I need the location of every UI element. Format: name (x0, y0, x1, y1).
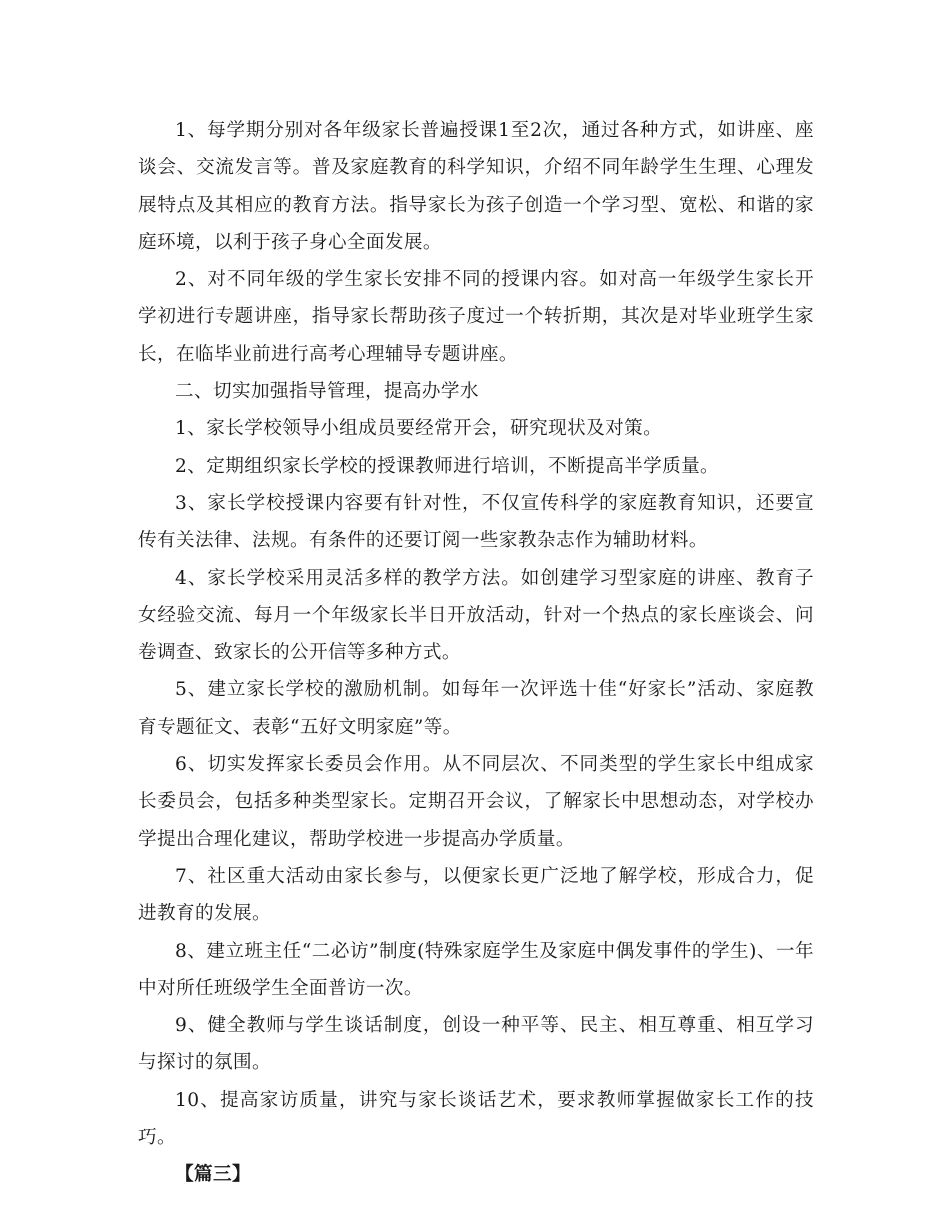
section-heading: 【篇三】 (175, 1164, 251, 1186)
paragraph-5: 3、家长学校授课内容要有针对性，不仅宣传科学的家庭教育知识，还要宣传有关法律、法规。有条件的还要订阅一些家教杂志作为辅助材料。 (138, 492, 814, 552)
section-title-2: 二、切实加强指导管理，提高办学水 (175, 381, 479, 403)
paragraph-10: 8、建立班主任“二必访”制度(特殊家庭学生及家庭中偶发事件的学生)、一年中对所任班级学生全面普访一次。 (138, 940, 814, 999)
paragraph-1: 1、每学期分别对各年级家长普遍授课1至2次，通过各种方式，如讲座、座谈会、交流发言等。普及家庭教育的科学知识，介绍不同年龄学生生理、心理发展特点及其相应的教育方法。指导家长为孩子创造一个学习型、宽松、和谐的家庭环境，以利于孩子身心全面发展。 (138, 120, 814, 253)
paragraph-12: 10、提高家访质量，讲究与家长谈话艺术，要求教师掌握做家长工作的技巧。 (138, 1089, 814, 1149)
paragraph-8: 6、切实发挥家长委员会作用。从不同层次、不同类型的学生家长中组成家长委员会，包括多种类型家长。定期召开会议，了解家长中思想动态，对学校办学提出合理化建议，帮助学校进一步提高办学质量。 (138, 754, 814, 850)
paragraph-11: 9、健全教师与学生谈话制度，创设一种平等、民主、相互尊重、相互学习与探讨的氛围。 (138, 1015, 814, 1074)
paragraph-4: 2、定期组织家长学校的授课教师进行培训，不断提高半学质量。 (175, 455, 720, 477)
paragraph-2: 2、对不同年级的学生家长安排不同的授课内容。如对高一年级学生家长开学初进行专题讲座，指导家长帮助孩子度过一个转折期，其次是对毕业班学生家长，在临毕业前进行高考心理辅导专题讲座。 (138, 269, 814, 365)
paragraph-6: 4、家长学校采用灵活多样的教学方法。如创建学习型家庭的讲座、教育子女经验交流、每月一个年级家长半日开放活动，针对一个热点的家长座谈会、问卷调查、致家长的公开信等多种方式。 (138, 567, 814, 664)
document-body (138, 112, 814, 1194)
paragraph-9: 7、社区重大活动由家长参与，以便家长更广泛地了解学校，形成合力，促进教育的发展。 (138, 865, 814, 925)
paragraph-3: 1、家长学校领导小组成员要经常开会，研究现状及对策。 (175, 418, 663, 440)
paragraph-7: 5、建立家长学校的激励机制。如每年一次评选十佳“好家长”活动、家庭教育专题征文、表彰“五好文明家庭”等。 (138, 679, 814, 738)
